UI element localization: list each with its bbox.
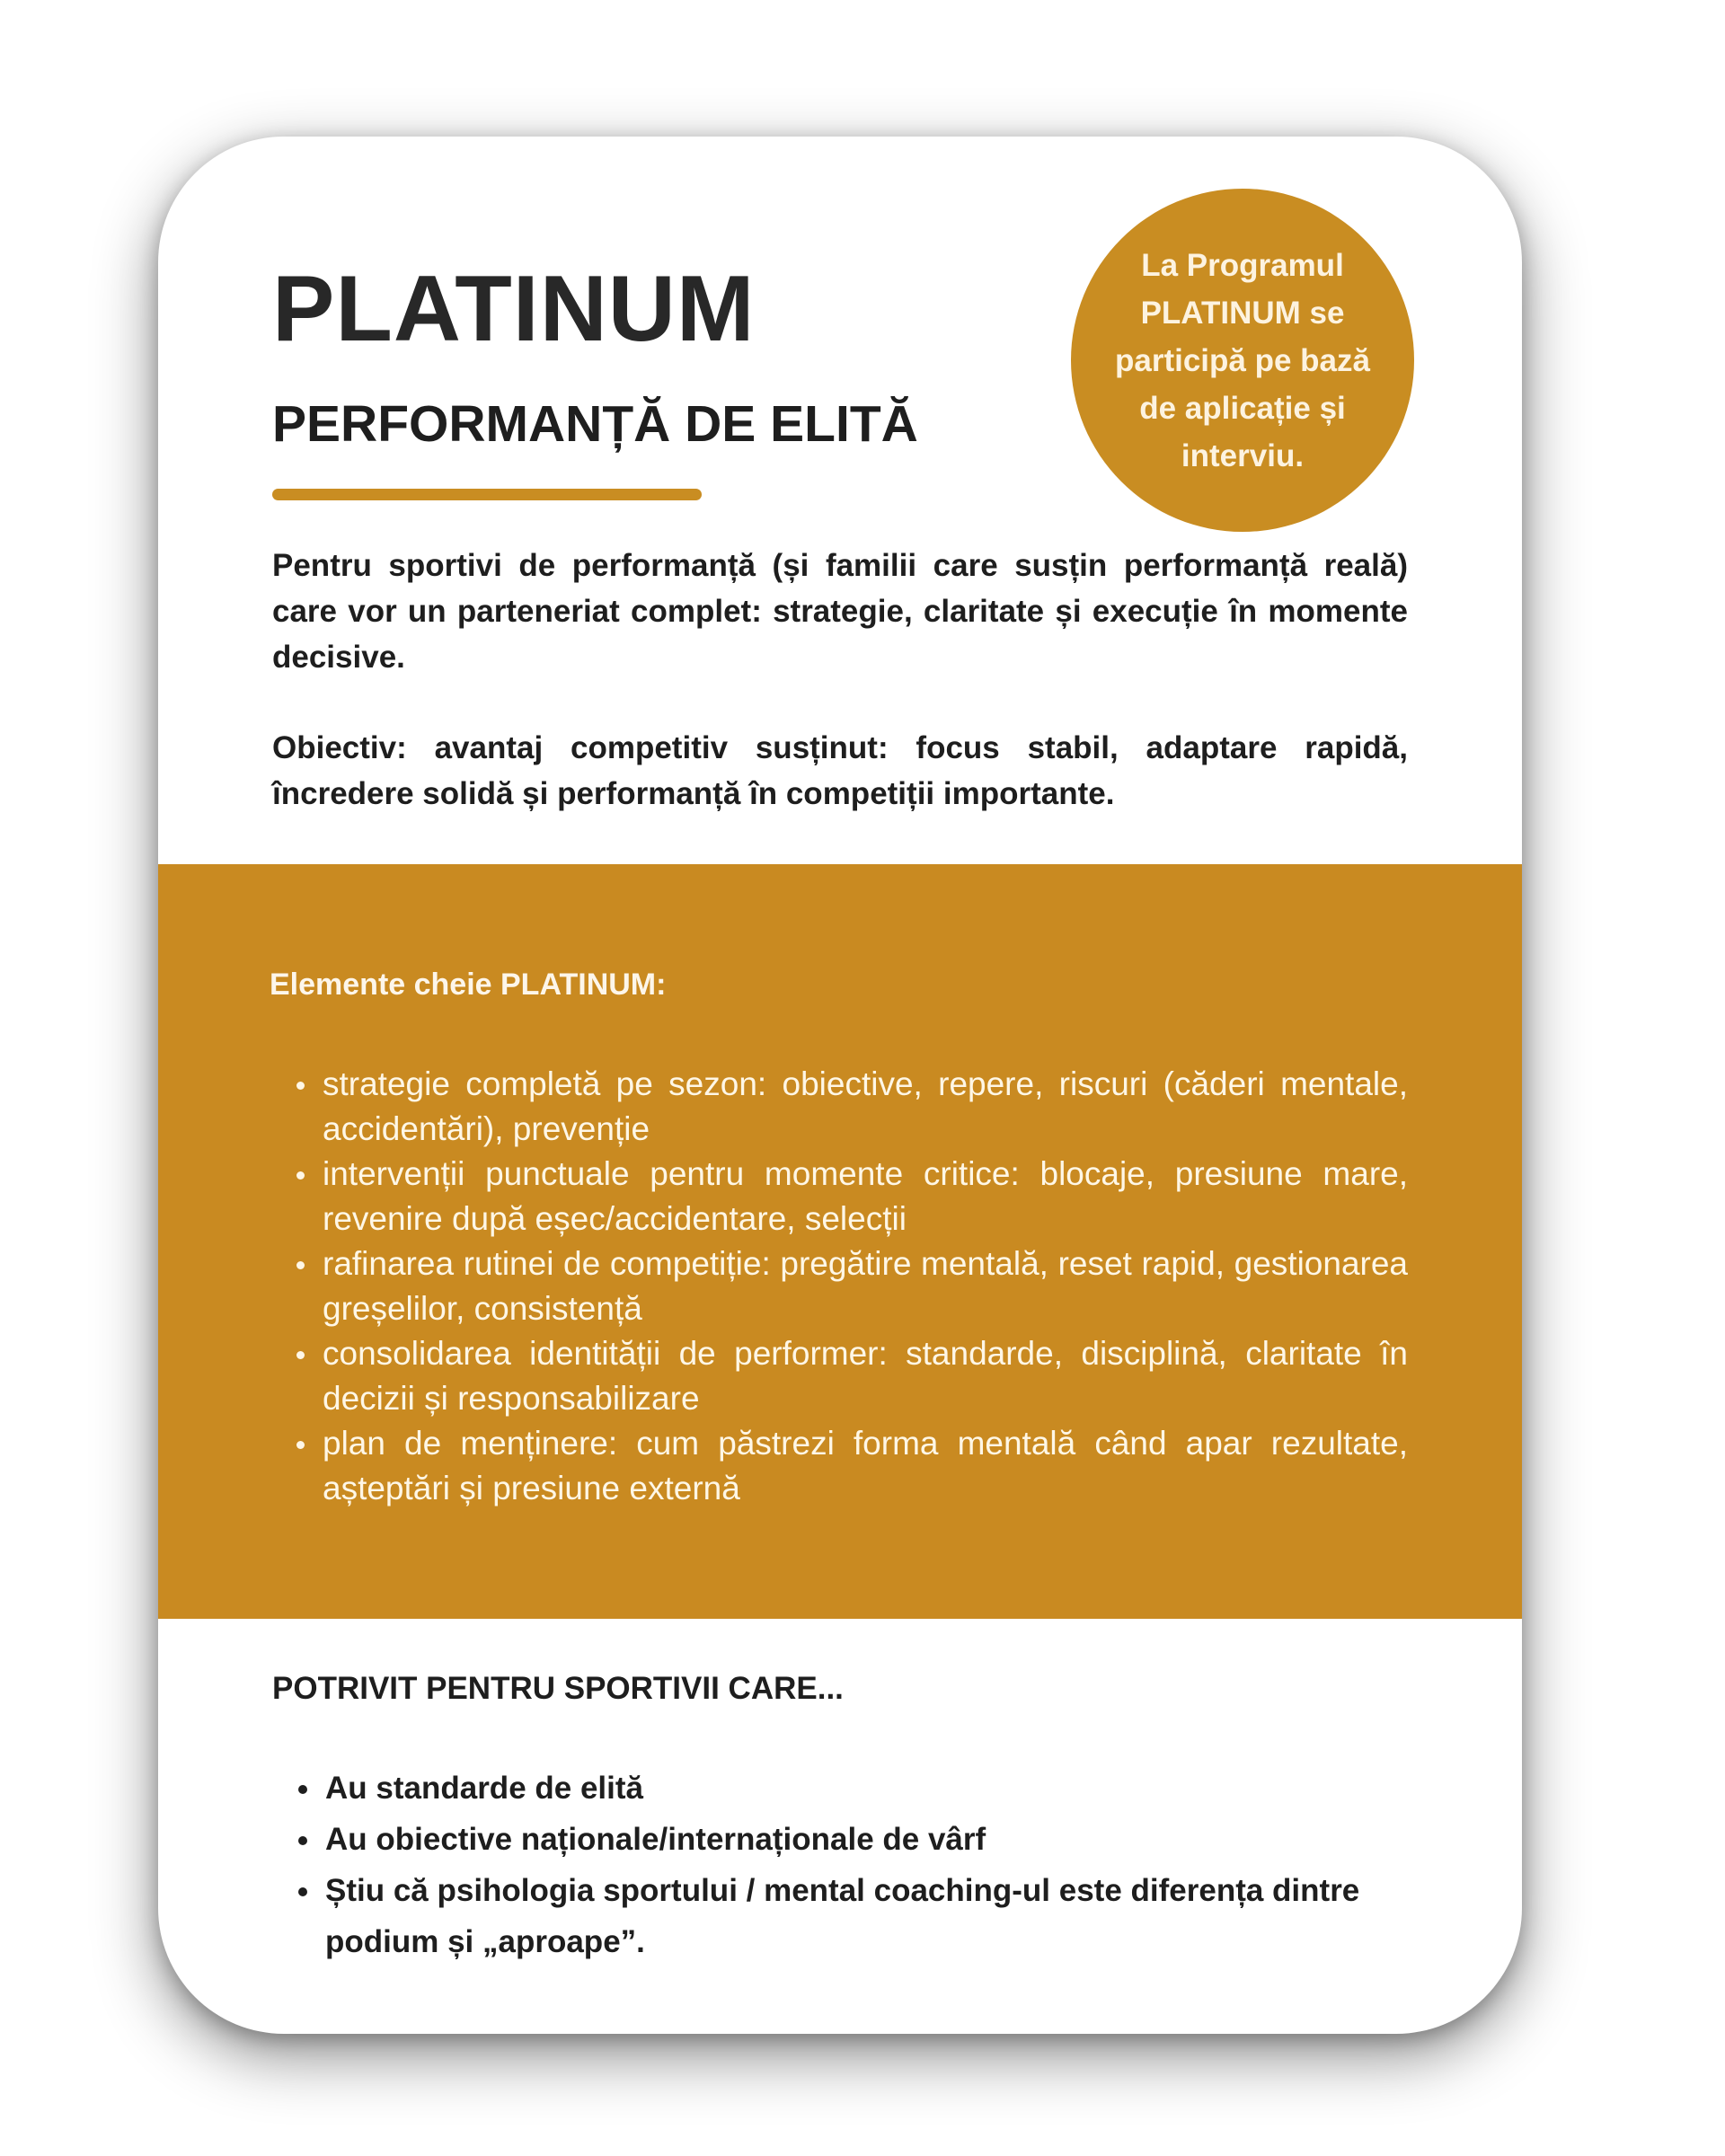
program-title: PLATINUM bbox=[272, 257, 756, 361]
fit-list bbox=[272, 1763, 1408, 1967]
fit-title: POTRIVIT PENTRU SPORTIVII CARE... bbox=[272, 1671, 844, 1706]
key-elements-section bbox=[158, 864, 1522, 1619]
key-element-item: intervenții punctuale pentru momente critice: blocaje, presiune mare, revenire după eșec/accidentare, selecții bbox=[270, 1152, 1408, 1241]
key-element-item: strategie completă pe sezon: obiective, repere, riscuri (căderi mentale, accidentări), prevenție bbox=[270, 1062, 1408, 1152]
key-element-item: plan de menținere: cum păstrezi forma mentală când apar rezultate, așteptări și presiune externă bbox=[270, 1421, 1408, 1511]
badge-text: La Programul PLATINUM se participă pe bază de aplicație și interviu. bbox=[1115, 247, 1370, 473]
program-subtitle: PERFORMANȚĂ DE ELITĂ bbox=[272, 395, 918, 453]
key-elements-title: Elemente cheie PLATINUM: bbox=[270, 968, 667, 1002]
title-underline bbox=[272, 489, 702, 500]
application-badge bbox=[1071, 189, 1414, 532]
key-element-item: rafinarea rutinei de competiție: pregătire mentală, reset rapid, gestionarea greșelilor, consistență bbox=[270, 1241, 1408, 1331]
fit-item: Au obiective naționale/internaționale de vârf bbox=[272, 1814, 1408, 1865]
intro-paragraph: Pentru sportivi de performanță (și familii care susțin performanță reală) care vor un parteneriat complet: strategie, claritate și execuție în momente decisive. bbox=[272, 548, 1408, 675]
key-elements-list bbox=[270, 1062, 1408, 1511]
key-element-item: consolidarea identității de performer: standarde, disciplină, claritate în decizii și responsabilizare bbox=[270, 1331, 1408, 1421]
fit-item: Știu că psihologia sportului / mental coaching-ul este diferența dintre podium și „aproape”. bbox=[272, 1865, 1408, 1967]
fit-item: Au standarde de elită bbox=[272, 1763, 1408, 1814]
objective-paragraph: Obiectiv: avantaj competitiv susținut: focus stabil, adaptare rapidă, încredere solidă și performanță în competiții importante. bbox=[272, 730, 1408, 811]
program-card bbox=[158, 137, 1522, 2034]
